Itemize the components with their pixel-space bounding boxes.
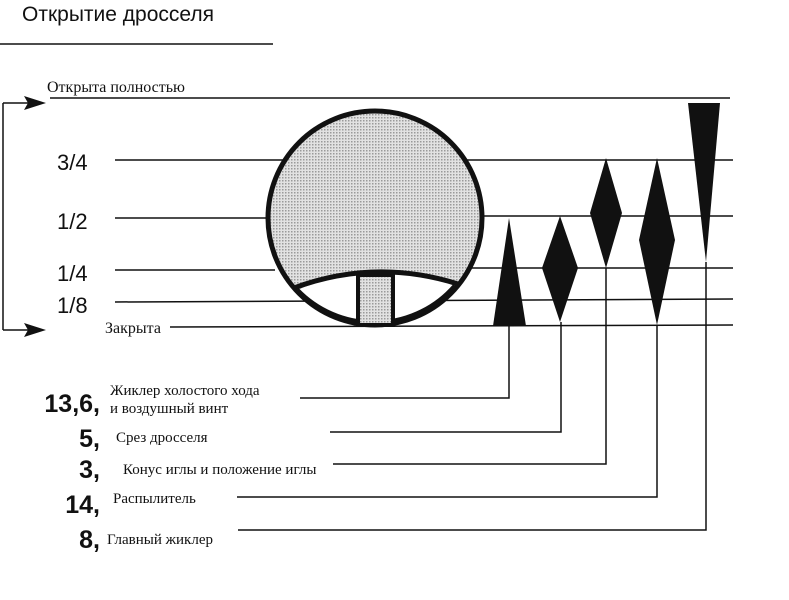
throttle-circle <box>268 111 482 325</box>
label-1-2: 1/2 <box>57 209 88 234</box>
legend-number-main-jet: 8, <box>79 526 100 554</box>
throttle-needle-stem <box>358 275 393 325</box>
label-3-4: 3/4 <box>57 150 88 175</box>
needle-cone-shape <box>590 158 622 268</box>
label-open-full: Открыта полностью <box>47 79 185 96</box>
legend-label-idle-jet: Жиклер холостого хода <box>110 383 260 399</box>
idle-jet-shape <box>493 218 526 326</box>
legend-label-cutaway: Срез дросселя <box>116 430 208 446</box>
range-bracket <box>3 103 36 330</box>
main-jet-shape <box>688 103 720 262</box>
label-closed: Закрыта <box>105 320 161 337</box>
line-closed <box>170 325 733 327</box>
legend-number-idle-jet: 13,6, <box>44 390 100 418</box>
label-1-4: 1/4 <box>57 261 88 286</box>
legend-number-atomizer: 14, <box>65 491 100 519</box>
legend-label-needle: Конус иглы и положение иглы <box>123 462 317 478</box>
page-title: Открытие дросселя <box>22 3 214 26</box>
legend-number-cutaway: 5, <box>79 425 100 453</box>
legend-number-needle: 3, <box>79 456 100 484</box>
throttle-cutaway-shape <box>542 216 578 322</box>
legend-label-air-screw: и воздушный винт <box>110 401 229 417</box>
label-1-8: 1/8 <box>57 293 88 318</box>
legend-label-atomizer: Распылитель <box>113 491 196 507</box>
legend-label-main-jet: Главный жиклер <box>107 532 213 548</box>
